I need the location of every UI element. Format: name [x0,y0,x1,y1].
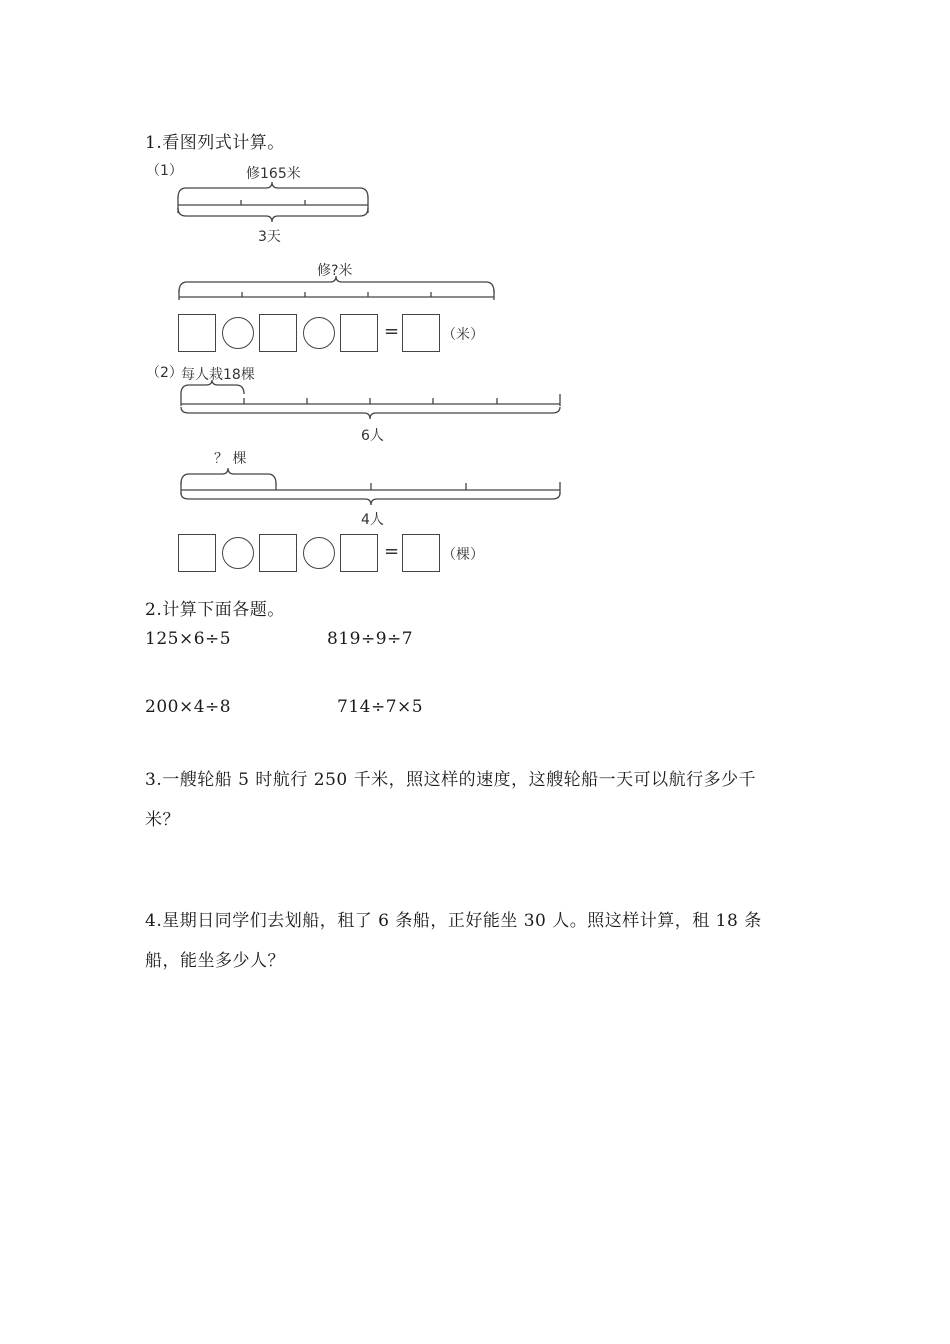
question-4-text-continued: 船，能坐多少人？ [145,951,285,971]
part-2-diagram-a [181,380,560,419]
expression: 200×4÷8 [145,697,232,717]
answer-box-2[interactable] [259,314,297,352]
operator-circle-3[interactable] [222,537,254,569]
part-1-top-label: 修165米 [246,166,301,182]
unit-label: （棵） [442,547,484,563]
operator-circle-4[interactable] [303,537,335,569]
answer-box-result[interactable] [402,534,440,572]
part-2-index: （2） [146,365,183,381]
operator-circle-1[interactable] [222,317,254,349]
answer-box-1[interactable] [178,314,216,352]
answer-box-5[interactable] [259,534,297,572]
answer-box-result[interactable] [402,314,440,352]
expression: 714÷7×5 [337,697,424,717]
question-4-text: 4.星期日同学们去划船，租了 6 条船，正好能坐 30 人。照这样计算，租 18 条 [145,911,762,931]
operator-circle-2[interactable] [303,317,335,349]
line-segment-diagrams [0,0,950,600]
equals-sign: = [384,541,400,562]
part-1-second-label: 修?米 [317,263,353,279]
part-1-index: （1） [146,163,183,179]
part-2-top-label: 每人栽18棵 [181,367,255,383]
part-1-diagram-a [178,182,368,222]
expression: 819÷9÷7 [327,629,414,649]
expression: 125×6÷5 [145,629,232,649]
part-1-bottom-label: 3天 [258,229,281,245]
answer-box-3[interactable] [340,314,378,352]
answer-box-4[interactable] [178,534,216,572]
part-2-second-label: ？ 棵 [214,451,247,467]
question-1-title: 1.看图列式计算。 [145,133,285,153]
question-3-text: 3.一艘轮船 5 时航行 250 千米，照这样的速度，这艘轮船一天可以航行多少千 [145,770,757,790]
equals-sign: = [384,321,400,342]
part-2-second-bottom-label: 4人 [361,512,384,528]
part-2-bottom-label: 6人 [361,428,384,444]
question-3-text-continued: 米？ [145,810,180,830]
question-2-title: 2.计算下面各题。 [145,600,285,620]
unit-label: （米） [442,327,484,343]
answer-box-6[interactable] [340,534,378,572]
part-1-diagram-b [179,276,494,300]
part-2-diagram-b [181,468,560,505]
